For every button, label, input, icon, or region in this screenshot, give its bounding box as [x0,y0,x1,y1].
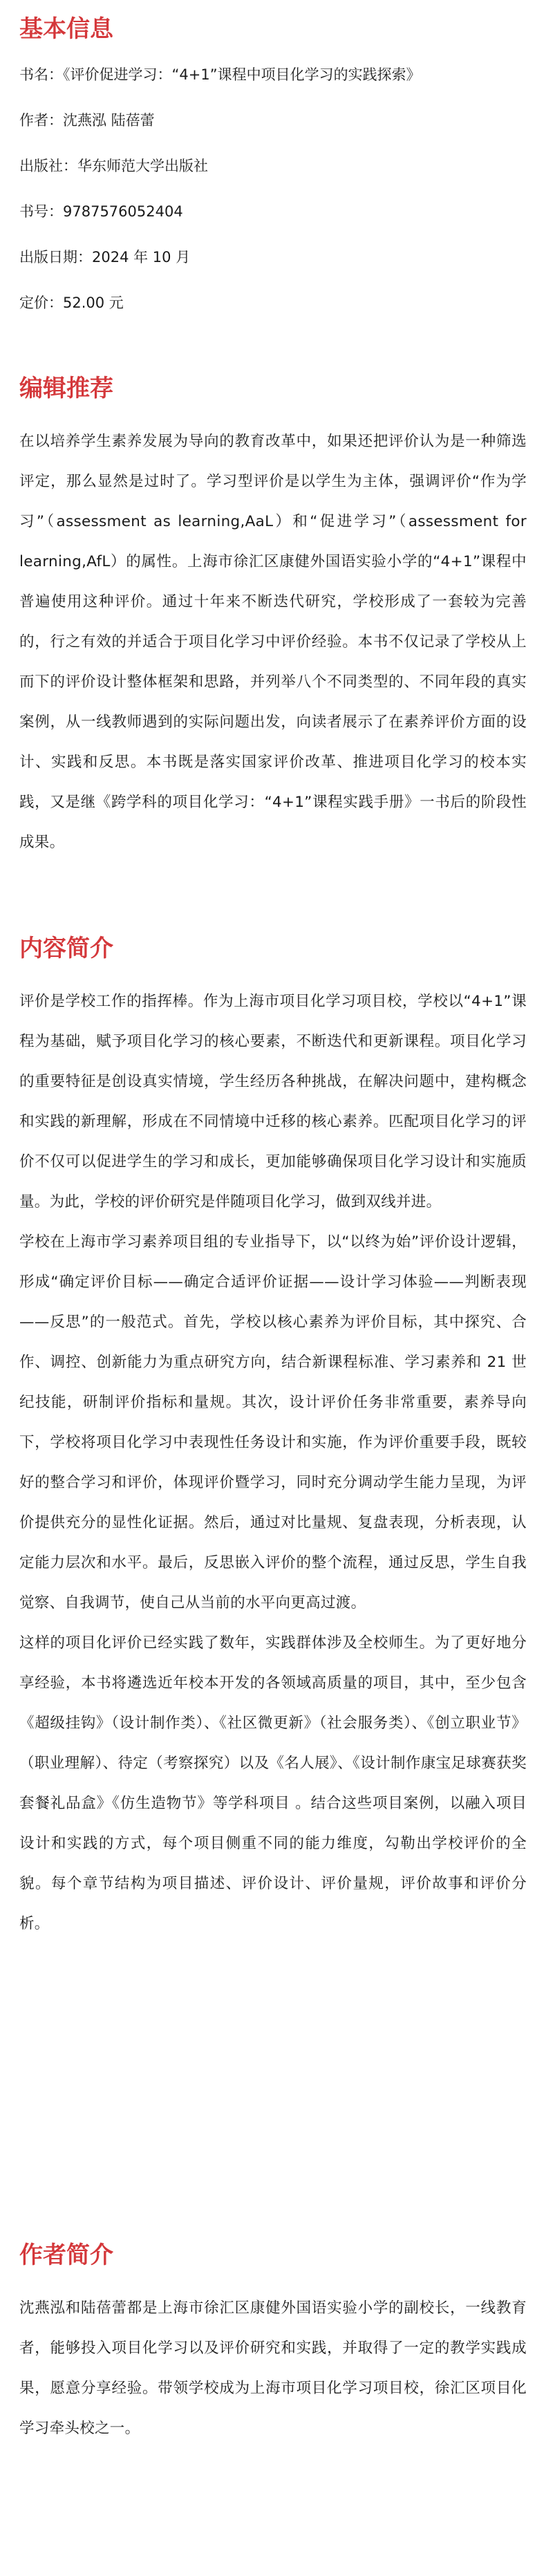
basic-info-section [19,15,527,375]
info-publisher: 出版社：华东师范大学出版社 [19,158,208,174]
editor-recommendation-paragraph: 在以培养学生素养发展为导向的教育改革中，如果还把评价认为是一种筛选评定，那么显然是过时了。学习型评价是以学生为主体，强调评价“作为学习”（assessment as learning,AaL）和“促进学习”（assessment for learning,AfL）的属性。上海市徐汇区康健外国语实验小学的“4+1”课程中普遍使用这种评价。通过十年来不断迭代研究，学校形成了一套较为完善的，行之有效的并适合于项目化学习中评价经验。本书不仅记录了学校从上而下的评价设计整体框架和思路，并列举八个不同类型的、不同年段的真实案例，从一线教师遇到的实际问题出发，向读者展示了在素养评价方面的设计、实践和反思。本书既是落实国家评价改革、推进项目化学习的校本实践，又是继《跨学科的项目化学习：“4+1”课程实践手册》一书后的阶段性成果。 [19,433,527,851]
author-intro-section [19,2241,527,2449]
content-intro-paragraph-3: 这样的项目化评价已经实践了数年，实践群体涉及全校师生。为了更好地分享经验，本书将遴选近年校本开发的各领域高质量的项目，其中，至少包含《超级挂钩》（设计制作类）、《社区微更新》（社会服务类）、《创立职业节》（职业理解）、待定（考察探究）以及《名人展》、《设计制作康宝足球赛获奖套餐礼品盒》《仿生造物节》等学科项目 。结合这些项目案例，以融入项目设计和实践的方式，每个项目侧重不同的能力维度，勾勒出学校评价的全貌。每个章节结构为项目描述、评价设计、评价量规，评价故事和评价分析。 [19,1634,527,1932]
info-isbn: 书号：9787576052404 [19,203,183,220]
basic-info-heading: 基本信息 [19,15,113,43]
editor-recommendation-heading: 编辑推荐 [19,375,113,402]
info-authors: 作者：沈燕泓 陆蓓蕾 [19,112,155,129]
content-intro-paragraph-2: 学校在上海市学习素养项目组的专业指导下，以“以终为始”评价设计逻辑，形成“确定评价目标——确定合适评价证据——设计学习体验——判断表现——反思”的一般范式。首先，学校以核心素养为评价目标，其中探究、合作、调控、创新能力为重点研究方向，结合新课程标准、学习素养和 21 世纪技能，研制评价指标和量规。其次，设计评价任务非常重要，素养导向下，学校将项目化学习中表现性任务设计和实施，作为评价重要手段，既较好的整合学习和评价，体现评价暨学习，同时充分调动学生能力呈现，为评价提供充分的显性化证据。然后，通过对比量规、复盘表现，分析表现，认定能力层次和水平。最后，反思嵌入评价的整个流程，通过反思，学生自我觉察、自我调节，使自己从当前的水平向更高过渡。 [19,1233,527,1612]
content-intro-section [19,935,527,2241]
content-intro-paragraph-1: 评价是学校工作的指挥棒。作为上海市项目化学习项目校，学校以“4+1”课程为基础，赋予项目化学习的核心要素，不断迭代和更新课程。项目化学习的重要特征是创设真实情境，学生经历各种挑战，在解决问题中，建构概念和实践的新理解，形成在不同情境中迁移的核心素养。匹配项目化学习的评价不仅可以促进学生的学习和成长，更加能够确保项目化学习设计和实施质量。为此，学校的评价研究是伴随项目化学习，做到双线并进。 [19,993,527,1211]
editor-recommendation-section [19,375,527,935]
author-intro-paragraph: 沈燕泓和陆蓓蕾都是上海市徐汇区康健外国语实验小学的副校长，一线教育者，能够投入项目化学习以及评价研究和实践，并取得了一定的教学实践成果，愿意分享经验。带领学校成为上海市项目化学习项目校，徐汇区项目化学习牵头校之一。 [19,2299,527,2437]
content-intro-heading: 内容简介 [19,935,113,962]
info-price: 定价：52.00 元 [19,295,124,311]
info-book-title: 书名：《评价促进学习：“4+1”课程中项目化学习的实践探索》 [19,66,421,83]
info-publish-date: 出版日期：2024 年 10 月 [19,249,191,265]
author-intro-heading: 作者简介 [19,2241,113,2269]
